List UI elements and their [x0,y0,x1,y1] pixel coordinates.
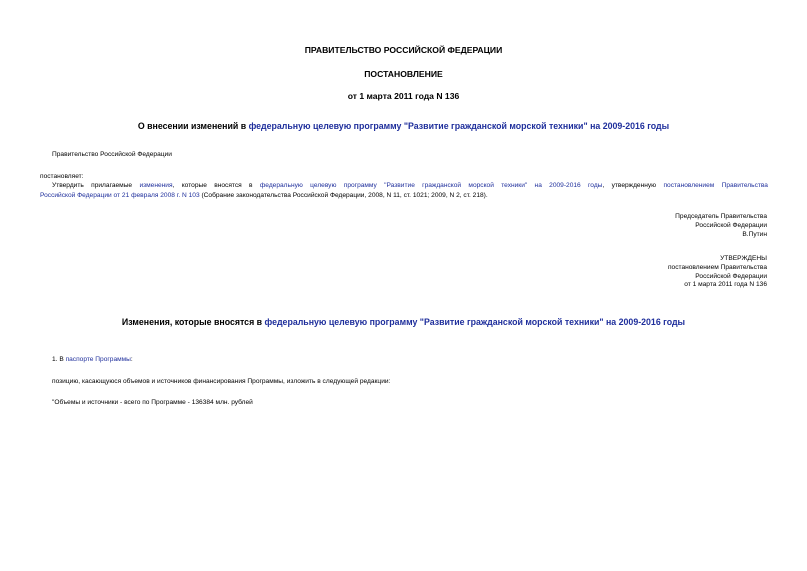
program-passport-link[interactable]: паспорте Программы [65,356,131,363]
changes-title-prefix: Изменения, которые вносятся в [121,317,265,327]
date-number-heading: от 1 марта 2011 года N 136 [347,91,460,101]
decree-text-3: , утвержденную [602,182,657,189]
signature-line-1: Председатель Правительства [675,213,767,220]
change-item-1-suffix: : [130,356,133,363]
approval-line-1: УТВЕРЖДЕНЫ [720,255,767,262]
doc-type-heading: ПОСТАНОВЛЕНИЕ [364,69,443,79]
decides-text: постановляет: [40,173,84,180]
decree-line-2 [40,192,488,201]
decree-program-link[interactable]: федеральную целевую программу "Развитие гражданской морской техники" на 2009-2016 годы [259,182,603,189]
title-program-link[interactable]: федеральную целевую программу "Развитие гражданской морской техники" на 2009-2016 годы [248,121,670,131]
resolution-link-part2[interactable]: Российской Федерации от 21 февраля 2008 г. N 103 [40,192,200,199]
signature-block [675,213,767,239]
title-prefix: О внесении изменений в [137,121,249,131]
resolution-link-part1[interactable]: постановлением Правительства [663,182,768,189]
decree-text-2: , которые вносятся в [172,182,253,189]
document-title [0,121,807,131]
change-item-1 [52,356,133,365]
changes-title-program-link[interactable]: федеральную целевую программу "Развитие гражданской морской техники" на 2009-2016 годы [264,317,686,327]
change-item-1-prefix: 1. В [52,356,66,363]
signature-line-2: Российской Федерации [695,221,767,229]
decree-text-1: Утвердить прилагаемые [52,182,133,189]
approval-line-2: постановлением Правительства [667,263,767,271]
approval-line-3: Российской Федерации [695,272,767,280]
approval-line-4: от 1 марта 2011 года N 136 [684,281,767,289]
government-heading: ПРАВИТЕЛЬСТВО РОССИЙСКОЙ ФЕДЕРАЦИИ [304,45,503,55]
changes-link[interactable]: изменения [139,182,173,189]
changes-title [0,317,807,327]
decree-line-1 [40,182,768,191]
issuer-text: Правительство Российской Федерации [52,151,172,158]
approval-block [668,255,767,290]
change-paragraph: позицию, касающуюся объемов и источников финансирования Программы, изложить в следующей редакции: [52,378,391,385]
funding-quote: "Объемы и источники - всего по Программе - 136384 млн. рублей [52,399,253,406]
signature-name: В.Путин [742,230,767,238]
decree-text-4: (Собрание законодательства Российской Федерации, 2008, N 11, ст. 1021; 2009, N 2, ст. 218). [199,192,488,199]
